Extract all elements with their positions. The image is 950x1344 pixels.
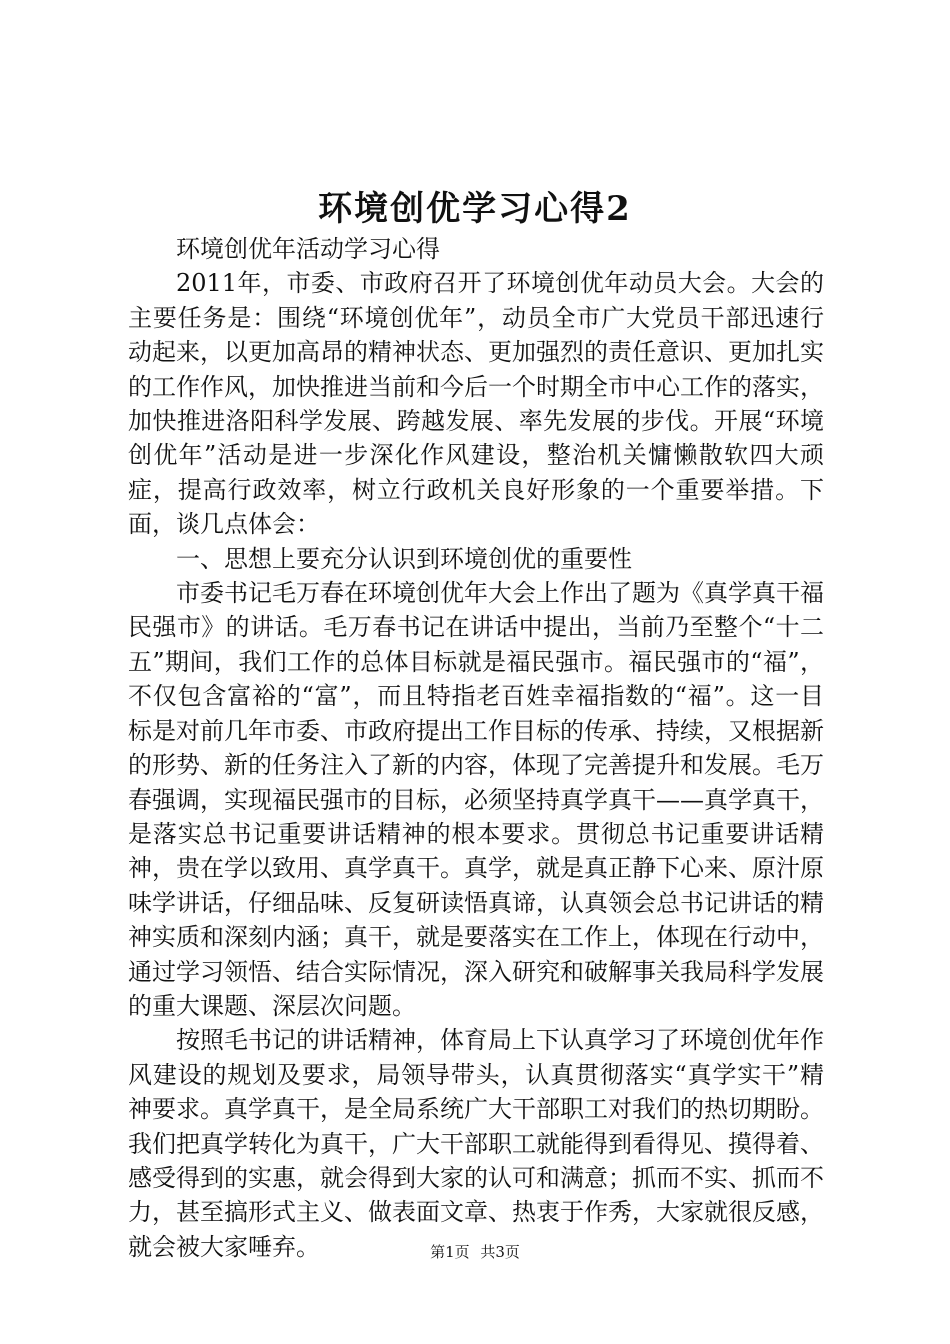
paragraph-subtitle: 环境创优年活动学习心得	[176, 235, 440, 263]
paragraph-intro: 2011年，市委、市政府召开了环境创优年动员大会。大会的主要任务是：围绕“环境创优年”，动员全市广大党员干部迅速行动起来，以更加高昂的精神状态、更加强烈的责任意识、更加扎实的工作作风，加快推进当前和今后一个时期全市中心工作的落实，加快推进洛阳科学发展、跨越发展、率先发展的步伐。开展“环境创优年”活动是进一步深化作风建设，整治机关慵懒散软四大顽症，提高行政效率，树立行政机关良好形象的一个重要举措。下面，谈几点体会：	[128, 269, 824, 539]
paragraph-speech: 市委书记毛万春在环境创优年大会上作出了题为《真学真干福民强市》的讲话。毛万春书记在讲话中提出，当前乃至整个“十二五”期间，我们工作的总体目标就是福民强市。福民强市的“福”，不仅包含富裕的“富”，而且特指老百姓幸福指数的“福”。这一目标是对前几年市委、市政府提出工作目标的传承、持续，又根据新的形势、新的任务注入了新的内容，体现了完善提升和发展。毛万春强调，实现福民强市的目标，必须坚持真学真干——真学真干，是落实总书记重要讲话精神的根本要求。贯彻总书记重要讲话精神，贵在学以致用、真学真干。真学，就是真正静下心来、原汁原味学讲话，仔细品味、反复研读悟真谛，认真领会总书记讲话的精神实质和深刻内涵；真干，就是要落实在工作上，体现在行动中，通过学习领悟、结合实际情况，深入研究和破解事关我局科学发展的重大课题、深层次问题。	[128, 579, 824, 1020]
section-heading: 一、思想上要充分认识到环境创优的重要性	[176, 544, 632, 573]
page-total: 共3页	[480, 1243, 520, 1261]
document-title: 环境创优学习心得2	[318, 189, 632, 229]
paragraph-bureau: 按照毛书记的讲话精神，体育局上下认真学习了环境创优年作风建设的规划及要求，局领导带头，认真贯彻落实“真学实干”精神要求。真学真干，是全局系统广大干部职工对我们的热切期盼。我们把真学转化为真干，广大干部职工就能得到看得见、摸得着、感受得到的实惠，就会得到大家的认可和满意；抓而不实、抓而不力，甚至搞形式主义、做表面文章、热衷于作秀，大家就很反感，就会被大家唾弃。	[128, 1026, 824, 1261]
page-number: 第1页	[430, 1243, 470, 1261]
page-footer	[0, 1242, 950, 1262]
document-body	[128, 232, 824, 1264]
